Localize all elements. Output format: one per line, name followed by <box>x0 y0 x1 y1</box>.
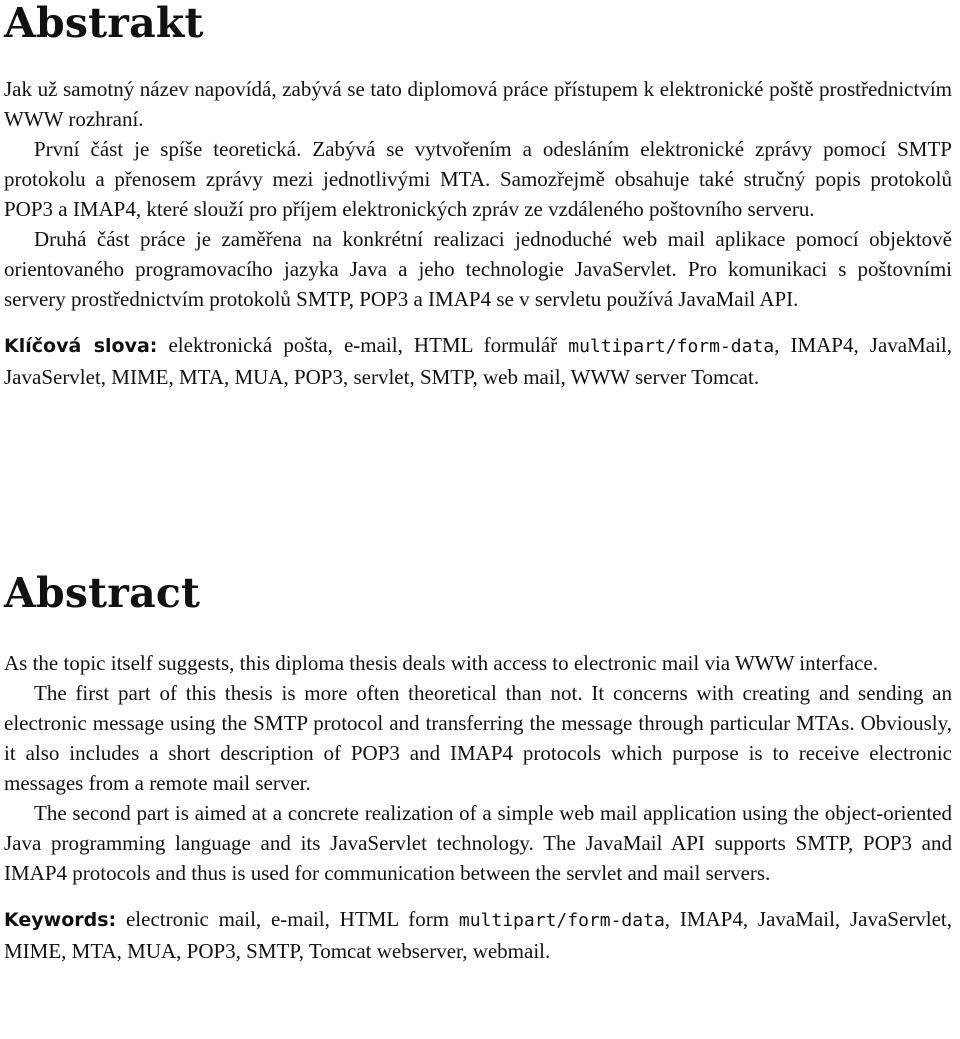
english-keywords-code: multipart/form-data <box>458 910 665 931</box>
czech-paragraph-2: První část je spíše teoretická. Zabývá se vytvořením a odesláním elektronické zprávy pomocí SMTP protokolu a přenosem zprávy mezi jednotlivými MTA. Samozřejmě obsahuje také stručný popis protokolů POP3 a IMAP4, které slouží pro příjem elektronických zpráv ze vzdáleného poštovního serveru. <box>4 137 952 221</box>
czech-keywords-code: multipart/form-data <box>568 336 775 357</box>
english-keywords <box>4 904 952 966</box>
english-keywords-text: electronic mail, e-mail, HTML form <box>125 907 450 931</box>
english-paragraph-1: As the topic itself suggests, this diploma thesis deals with access to electronic mail via WWW interface. <box>4 651 878 675</box>
english-keywords-label: Keywords: <box>4 909 117 931</box>
czech-abstract-section <box>4 0 952 392</box>
english-paragraph-3: The second part is aimed at a concrete realization of a simple web mail application using the object-oriented Java programming language and its JavaServlet technology. The JavaMail API supports SMTP, POP3 and IMAP4 protocols and thus is used for communication between the servlet and mail servers. <box>4 801 952 885</box>
english-keywords-text-rest: , IMAP4, JavaMail, JavaServlet, MIME, MTA, MUA, POP3, SMTP, Tomcat webserver, webmail. <box>4 907 953 963</box>
english-abstract-body <box>4 648 952 966</box>
czech-abstract-title: Abstrakt <box>4 0 204 47</box>
english-abstract-title: Abstract <box>4 569 201 617</box>
czech-keywords <box>4 330 952 392</box>
czech-keywords-text-rest: , IMAP4, JavaMail, JavaServlet, MIME, MTA, MUA, POP3, servlet, SMTP, web mail, WWW server Tomcat. <box>4 333 953 389</box>
czech-abstract-body <box>4 74 952 392</box>
czech-keywords-label: Klíčová slova: <box>4 335 158 357</box>
czech-keywords-text: elektronická pošta, e-mail, HTML formulář <box>168 333 558 357</box>
english-paragraph-2: The first part of this thesis is more often theoretical than not. It concerns with creating and sending an electronic message using the SMTP protocol and transferring the message through particular MTAs. Obviously, it also includes a short description of POP3 and IMAP4 protocols which purpose is to receive electronic messages from a remote mail server. <box>4 681 952 795</box>
czech-paragraph-1: Jak už samotný název napovídá, zabývá se tato diplomová práce přístupem k elektronické poště prostřednictvím WWW rozhraní. <box>4 77 952 131</box>
english-abstract-section <box>4 570 952 966</box>
czech-paragraph-3: Druhá část práce je zaměřena na konkrétní realizaci jednoduché web mail aplikace pomocí objektově orientovaného programovacího jazyka Java a jeho technologie JavaServlet. Pro komunikaci s poštovními servery prostřednictvím protokolů SMTP, POP3 a IMAP4 se v servletu používá JavaMail API. <box>4 227 952 311</box>
